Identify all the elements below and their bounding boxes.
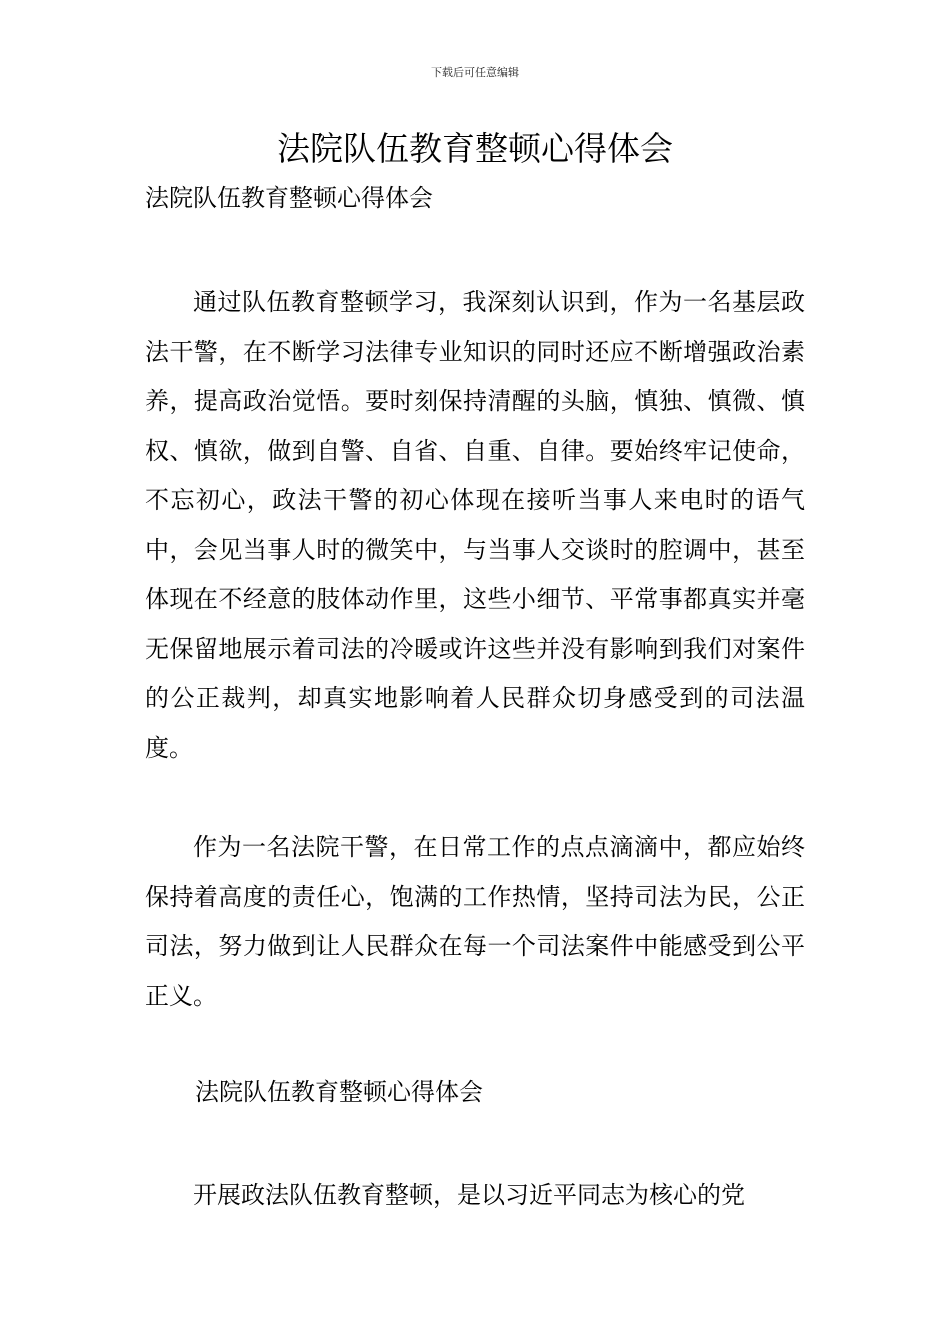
body-paragraph-2: 作为一名法院干警，在日常工作的点点滴滴中，都应始终保持着高度的责任心，饱满的工作热情，坚持司法为民，公正司法，努力做到让人民群众在每一个司法案件中能感受到公平正义。 [145, 833, 805, 1010]
document-subtitle: 法院队伍教育整顿心得体会 [145, 184, 433, 212]
document-title: 法院队伍教育整顿心得体会 [277, 129, 673, 168]
body-paragraph-1: 通过队伍教育整顿学习，我深刻认识到，作为一名基层政法干警，在不断学习法律专业知识的同时还应不断增强政治素养，提高政治觉悟。要时刻保持清醒的头脑，慎独、慎微、慎权、慎欲，做到自警、自省、自重、自律。要始终牢记使命，不忘初心，政法干警的初心体现在接听当事人来电时的语气中，会见当事人时的微笑中，与当事人交谈时的腔调中，甚至体现在不经意的肢体动作里，这些小细节、平常事都真实并毫无保留地展示着司法的冷暖或许这些并没有影响到我们对案件的公正裁判，却真实地影响着人民群众切身感受到的司法温度。 [145, 288, 805, 762]
section-heading: 法院队伍教育整顿心得体会 [195, 1078, 483, 1106]
header-note: 下载后可任意编辑 [431, 66, 519, 79]
body-paragraph-3: 开展政法队伍教育整顿，是以习近平同志为核心的党 [193, 1181, 745, 1209]
